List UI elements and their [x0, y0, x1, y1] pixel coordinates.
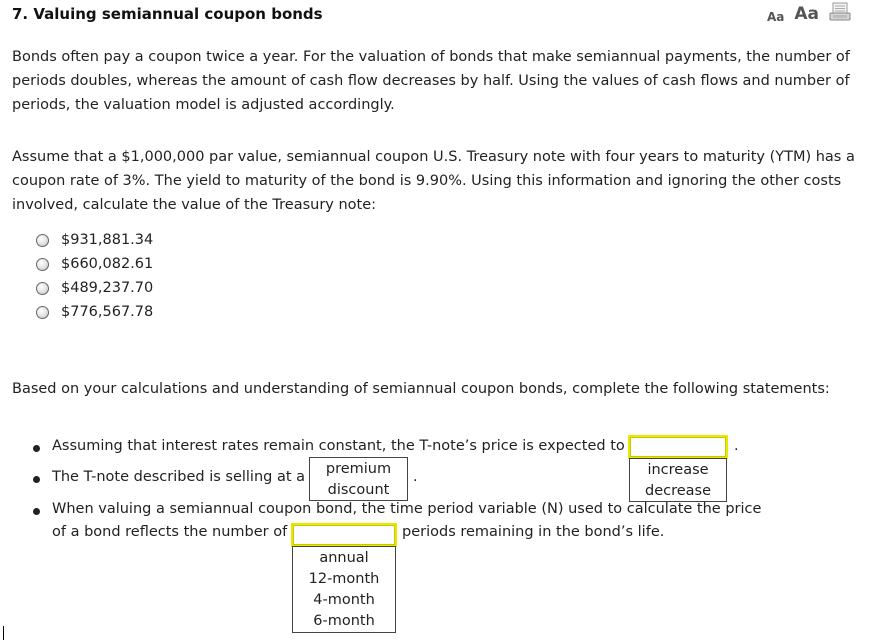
bullet — [33, 476, 40, 483]
question-prompt: Assume that a $1,000,000 par value, semiannual coupon U.S. Treasury note with four years to maturity (YTM) has a coupon rate of 3%. The yield to maturity of the bond is 9.90%. Using this information and ignoring the other costs involved, calculate the value of the Treasury note: — [12, 149, 855, 213]
statement-3-line-2-start: of a bond reflects the number of — [52, 524, 288, 540]
answer-option-1[interactable] — [36, 230, 153, 250]
dropdown-option-annual[interactable]: annual — [319, 549, 369, 566]
radio-button[interactable] — [36, 258, 49, 271]
statement-1-dropdown[interactable] — [628, 435, 728, 459]
answer-option-2[interactable] — [36, 254, 153, 274]
font-size-small-button[interactable]: Aa — [767, 10, 785, 24]
intro-paragraph: Bonds often pay a coupon twice a year. For the valuation of bonds that make semiannual payments, the number of periods doubles, whereas the amount of cash flow decreases by half. Using the values of cash flows and number of periods, the valuation model is adjusted accordingly. — [12, 49, 850, 113]
dropdown-option-premium[interactable]: premium — [325, 460, 392, 477]
statement-1-text: Assuming that interest rates remain constant, the T-note’s price is expected to — [52, 438, 625, 454]
statement-2-text: The T-note described is selling at a — [52, 469, 306, 485]
radio-button[interactable] — [36, 234, 49, 247]
dropdown-option-6-month[interactable]: 6-month — [313, 613, 375, 630]
dropdown-option-decrease[interactable]: decrease — [644, 482, 712, 499]
radio-button[interactable] — [36, 282, 49, 295]
statements-intro: Based on your calculations and understanding of semiannual coupon bonds, complete the following statements: — [12, 381, 830, 397]
answer-option-label: $489,237.70 — [61, 280, 154, 296]
statement-2-period: . — [413, 469, 418, 485]
statement-3-dropdown[interactable] — [291, 523, 397, 547]
print-icon[interactable] — [829, 2, 851, 22]
text-cursor — [3, 626, 4, 640]
statement-1-period: . — [734, 438, 739, 454]
statement-1-dropdown-list — [629, 458, 727, 502]
answer-option-3[interactable] — [36, 278, 153, 298]
question-title: 7. Valuing semiannual coupon bonds — [12, 5, 323, 23]
dropdown-option-increase[interactable]: increase — [647, 461, 709, 478]
answer-option-4[interactable] — [36, 302, 153, 322]
dropdown-option-discount[interactable]: discount — [327, 481, 390, 498]
statement-2-dropdown-list[interactable] — [309, 457, 408, 501]
dropdown-option-12-month[interactable]: 12-month — [308, 570, 380, 587]
font-size-large-button[interactable]: Aa — [794, 4, 820, 24]
dropdown-option-4-month[interactable]: 4-month — [313, 592, 375, 609]
answer-option-label: $931,881.34 — [61, 232, 154, 248]
statement-3-line-1: When valuing a semiannual coupon bond, the time period variable (N) used to calculate the price — [52, 501, 762, 517]
bullet — [33, 508, 40, 515]
statement-3-dropdown-list — [292, 546, 396, 633]
bullet — [33, 445, 40, 452]
answer-option-label: $660,082.61 — [61, 256, 154, 272]
toolbar — [767, 4, 851, 24]
answer-option-label: $776,567.78 — [61, 304, 154, 320]
radio-button[interactable] — [36, 306, 49, 319]
statement-3-line-2-end: periods remaining in the bond’s life. — [402, 524, 665, 540]
